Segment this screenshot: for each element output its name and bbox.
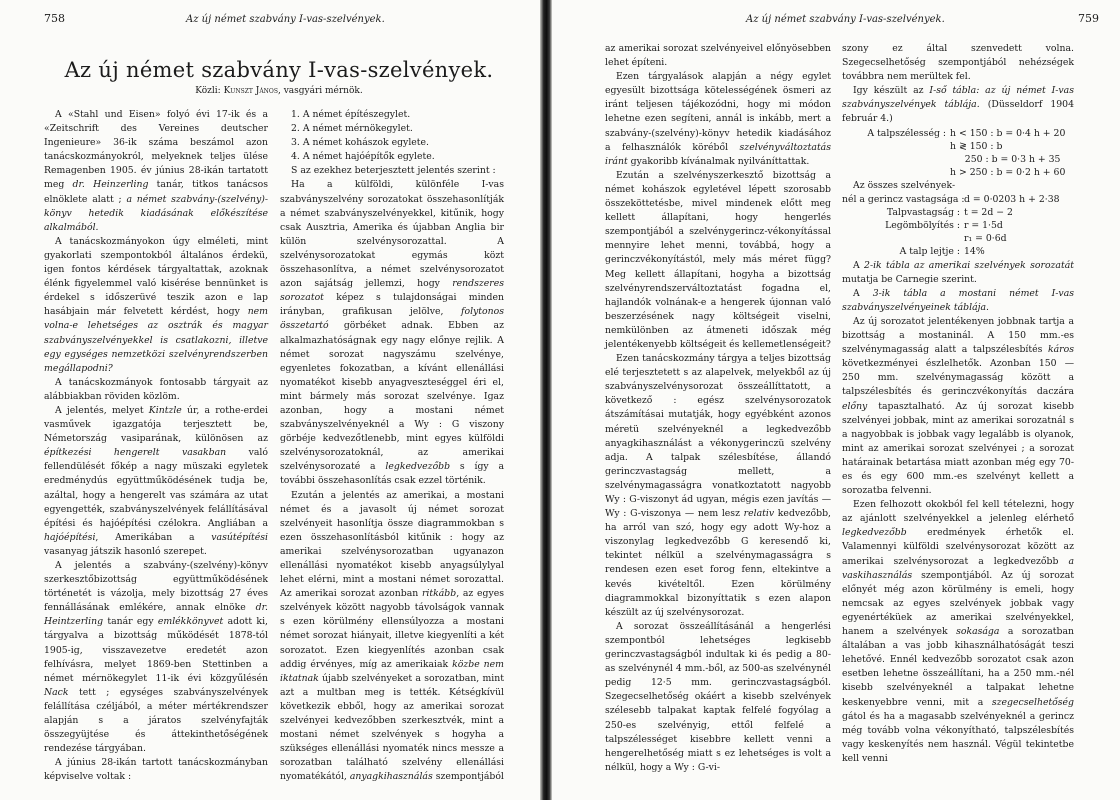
running-head: Az új német szabvány I-vas-szelvények. — [746, 14, 945, 25]
paragraph: szony ez által szenvedett volna. Szegecselhetőség szempontjából nehézségek továbbra nem merültek fel. — [842, 43, 1074, 83]
paragraph: A «Stahl und Eisen» folyó évi 17-ik és a «Zeitschrift des Vereines deutscher Ingenieure» 36-ik száma beszámol azon tanácskozmányokról, melyeknek teljes ülése Remagenben 1905. év június 28-ikán tartatott meg dr. Heinzerling tanár, titkos tanácsos elnöklete alatt ; a német szabvány-(szelvény)-könyv hetedik kiadásának előkészítése alkalmából. — [44, 109, 268, 233]
formula-row: h > 250 : b = 0·2 h + 60 — [950, 167, 1066, 179]
paragraph: A tanácskozmányok fontosabb tárgyait az alábbiakban röviden közlöm. — [44, 376, 268, 402]
right-column-1 — [605, 42, 831, 775]
byline-author: Kunszt János — [223, 86, 278, 96]
left-page — [0, 0, 540, 800]
list-item: 2. A német mérnökegylet. — [291, 123, 413, 135]
book-gutter — [540, 0, 552, 800]
byline-suffix: , vasgyári mérnök. — [277, 86, 363, 96]
article-title: Az új német szabvány I-vas-szelvények. — [64, 58, 494, 82]
formula-row: h ≷ 150 : b — [950, 140, 1003, 152]
list-item: 1. A német építészegylet. — [291, 109, 411, 120]
paragraph: A 2-ik tábla az amerikai szelvények sorozatát mutatja be Carnegie szerint. — [842, 259, 1074, 285]
formula-row: nél a gerincz vastagsága : d = 0·0203 h + 2·38 — [842, 193, 1060, 205]
left-column-1 — [44, 108, 268, 785]
paragraph: Ha a külföldi, különféle I-vas szabványszelvény sorozatokat összehasonlítják a német szabványszelvényekkel, kitűnik, hogy csak Ausztria, Amerika és újabban Anglia bir külön szelvénysorozattal. A szelvénysorozatokat egymás közt összehasonlítva, a német szelvénysorozatot azon sajátság jellemzi, hogy rendszeres sorozatot képez s tulajdonságai minden irányban, grafikusan jelölve, folytonos összetartó görbéket adnak. Ebben az alkalmazhatóságnak egy nagy előnye rejlik. A német sorozat nagyszámu szelvénye, egyenletes fokozatban, a kívánt ellenállási nyomatékot kisebb anyagveszteséggel éri el, mint bármely más sorozat szelvénye. Igaz azonban, hogy a mostani német szabványszelvényeknél a Wy : G viszony görbéje kedvezőtlenebb, mint egyes külföldi szelvénysorozatoknál, az amerikai szelvénysorozaté a legkedvezőbb s így a további összehasonlítás csak ezzel történik. — [280, 179, 505, 487]
formula-row: A talp lejtje : 14% — [899, 246, 985, 258]
list-item: 4. A német hajóépítők egylete. — [291, 151, 435, 163]
paragraph: Ezután a szelvényszerkesztő bizottság a német kohászok egyletével lépett szorosabb összeköttetésbe, mivel mindenek előtt meg kellett állapítani, hogy hengerlés szempontjából a szelvénygerincz-vékonyítással mennyire lehet menni, továbbá, hogy a gerinczvékonyítástól, mely más méret függ? Meg kellett állapítani, hogyha a bizottság szelvényrendszerváltoztatást fogadna el, hajlandók volnának-e a hengerek újonnan való beszerzésének nagy költségeit viselni, nemkülönben az átmeneti időszak még jelentékenyebb költségeit és kellemetlenségeit? — [605, 169, 831, 350]
paragraph: Igy készült az I-ső tábla: az új német I-vas szabványszelvények táblája. (Düsseldorf 1904 február 4.) — [842, 85, 1074, 125]
list-item: 3. A német kohászok egylete. — [291, 137, 429, 149]
paragraph: Ezen felhozott okokból fel kell tételezni, hogy az ajánlott szelvényekkel a jelenleg elérhető legkedvezőbb eredmények érhetők el. Valamennyi külföldi szelvénysorozat között az amerikai szelvénysorozat a legkedvezőbb a vaskihasználás szempontjából. Az új sorozat előnyét még azon körülmény is emeli, hogy nemcsak az egyes szelvények jobbak vagy egyenértéküek az amerikai szelvényekkel, hanem a szelvények sokasága a sorozatban általában a vas jobb kihasználhatóságát teszi lehetővé. Ennél kedvezőbb sorozatot csak azon esetben lehetne összeállítani, ha a 250 mm.-nél kisebb szelvényeknél a talpakat lehetne keskenyebbre venni, mit a szegecselhetőség gátol és ha a magasabb szelvényeknél a gerincz még tovább volna vékonyítható, talpszélesbítés vagy keskenyítés nem használ. Végül tekintetbe kell venni — [842, 499, 1074, 764]
paragraph: az amerikai sorozat szelvényeivel előnyösebben lehet építeni. — [605, 43, 831, 69]
paragraph: Ezután a jelentés az amerikai, a mostani német és a javasolt új német sorozat szelvényeit hasonlítja össze diagrammokban s ezen összehasonlításból kitűnik : hogy az amerikai szelvénysorozatban ugyanazon ellenállási nyomatékot kisebb anyagsúlylyal lehet elérni, mint a mostani német sorozattal. Az amerikai sorozat azonban ritkább, az egyes szelvények között nagyobb távolságok vannak s ezen körülmény ellensúlyozza a mostani német sorozat hiányait, illetve kiegyenlíti a két sorozatot. Ezen kiegyenlítés azonban csak addig érvényes, míg az amerikaiak közbe nem iktatnak újabb szelvényeket a sorozatban, mint azt a multban meg is tették. Kétségkívül következik ebből, hogy az amerikai sorozat szelvényei kedvezőbben szerkesztvék, mint a mostani német szelvények s hogyha a szükséges ellenállási nyomaték nincs messze a sorozatban található szelvény ellenállási nyomatékától, anyagkihasználás szempontjából — [280, 489, 504, 783]
paragraph: Ezen tanácskozmány tárgya a teljes bizottság elé terjesztetett s az alapelvek, melyekből az új szabványszelvénysorozat összeállíttatott, a következő : egész szelvénysorozatok átszámításai mutatják, hogy egyébként azonos méretü szelvényeknél a legkedvezőbb anyagkihasználást a vékonygerinczü szelvény adja. A talpak szélesbítése, állandó gerinczvastagság mellett, a szelvénymagasságra vonatkoztatott nagyobb Wy : G-viszonyt ád ugyan, mégis ezen javítás — Wy : G-viszonya — nem lesz relativ kedvezőbb, ha arról van szó, hogy egy adott Wy-hoz a viszonylag legkedvezőbb G keresendő ki, tekintet nélkül a szelvénymagasságra s rendesen ezen eset forog fenn, eltekintve a kevés kivételtől. Ezen körülmény diagrammokkal bizonyíttatik s ezen alapon készült az új szelvénysorozat. — [605, 353, 831, 618]
right-page — [552, 0, 1120, 800]
formula-row: Legömbölyítés : r = 1·5d — [885, 219, 1003, 231]
paragraph: A jelentés, melyet Kintzle úr, a rothe-erdei vasművek igazgatója terjesztett be, Németország vasiparának, különösen az építkezési hengerelt vasakban való fellendülését főkép a nagy müszaki egyletek eredménydús együttműködésének tudja be, azáltal, hogy a hengerelt vas számára az utat egyengették, szabványszelvények felállításával építési és hajóépítési czélokra. Angliában a hajóépítési, Amerikában a vasútépítési vasanyag játszik hasonló szerepet. — [44, 404, 268, 557]
paragraph: Az új sorozatot jelentékenyen jobbnak tartja a bizottság a mostaninál. A 150 mm.-es szelvénymagasság alatt a talpszélesbítés káros következményei észlelhetők. Azonban 150 — 250 mm. szelvénymagasság között a talpszélesbítés és gerinczvékonyítás daczára előny tapasztalható. Az új sorozat kisebb szelvényei jobbak, mint az amerikai sorozatnál s a nagyobbak is jobbak vagy legalább is olyanok, mint az amerikai sorozat szelvényei ; a sorozat határainak betartása miatt azonban még egy 70-es és egy 600 mm.-es szelvényt kellett a sorozatba felvenni. — [842, 315, 1074, 497]
running-head: Az új német szabvány I-vas-szelvények. — [186, 14, 385, 25]
paragraph: A 3-ik tábla a mostani német I-vas szabványszelvényeinek táblája. — [842, 287, 1075, 313]
formula-row: r₁ = 0·6d — [964, 233, 1007, 245]
page-number: 758 — [44, 12, 65, 25]
paragraph: A tanácskozmányokon úgy elméleti, mint gyakorlati szempontokból általános érdekü, igen fontos kérdések tárgyaltattak, azoknak élénk figyelemmel való kisérése bennünket is érdekel s időszerüvé teszik azon e lap hasábjain már felvetett kérdést, hogy nem volna-e lehetséges az osztrák és magyar szabványszelvényekkel is csatlakozni, illetve egy egységes nemzetközi szelvényrendszerben megállapodni? — [44, 235, 268, 374]
paragraph: Ezen tárgyalások alapján a négy egylet egyesült bizottsága kötelességének ösmeri az iránt teljesen tájékozódni, hogy mi módon lehetne ezen segíteni, annál is inkább, mert a szabvány-(szelvény)-könyv hetedik kiadásához a felhasználók köréből szelvényváltoztatás iránt gyakoribb kívánalmak nyilváníttattak. — [605, 71, 831, 167]
formula-block — [842, 127, 1074, 259]
page-number: 759 — [1078, 12, 1099, 25]
formula-row: A talpszélesség : h < 150 : b = 0·4 h + 20 — [867, 127, 1066, 139]
formula-row: 250 : b = 0·3 h + 35 — [950, 153, 1061, 165]
left-column-2 — [280, 108, 504, 785]
formula-row: Talpvastagság : t = 2d − 2 — [886, 206, 1013, 218]
paragraph: A sorozat összeállításánál a hengerlési szempontból lehetséges legkisebb gerinczvastagságból indultak ki és pedig a 80-as szelvénynél 4 mm.-ből, az 500-as szelvénynél pedig 12·5 mm. gerinczvastagságból. Szegecselhetőség okáért a kisebb szelvények szélesebb talpakat kaptak felfelé fogyólag a 250-es szelvényig, ettől felfelé a talpszélességet kisebbre kellett venni a hengerelhetőség miatt s ez lehetséges is volt a nélkül, hogy a Wy : G-vi- — [605, 620, 832, 773]
paragraph: S az ezekhez beterjesztett jelentés szerint : — [291, 165, 496, 177]
formula-intro: Az összes szelvények- — [853, 180, 956, 192]
right-column-2 — [842, 42, 1074, 766]
paragraph: A június 28-ikán tartott tanácskozmányban képviselve voltak : — [44, 757, 268, 783]
byline-prefix: Közli: — [195, 86, 224, 96]
paragraph: A jelentés a szabvány-(szelvény)-könyv szerkesztőbizottság együttműködésének történetét is vázolja, mely bizottság 27 éves fennállásának emlékére, annak elnöke dr. Heintzerling tanár egy emlékkönyvet adott ki, tárgyalva a bizottság működését 1878-tól 1905-ig, visszavezetve eredetét azon felhívásra, melyet 1869-ben Stettinben a német mérnökegylet 11-ik évi közgyűlésén Nack tett ; egységes szabványszelvények felállítása czéljából, a méter mértékrendszer alapján s a járatos szelvényfajták összegyüjtése és áttekinthetőségének rendezése tárgyában. — [44, 560, 268, 755]
byline — [44, 86, 514, 96]
